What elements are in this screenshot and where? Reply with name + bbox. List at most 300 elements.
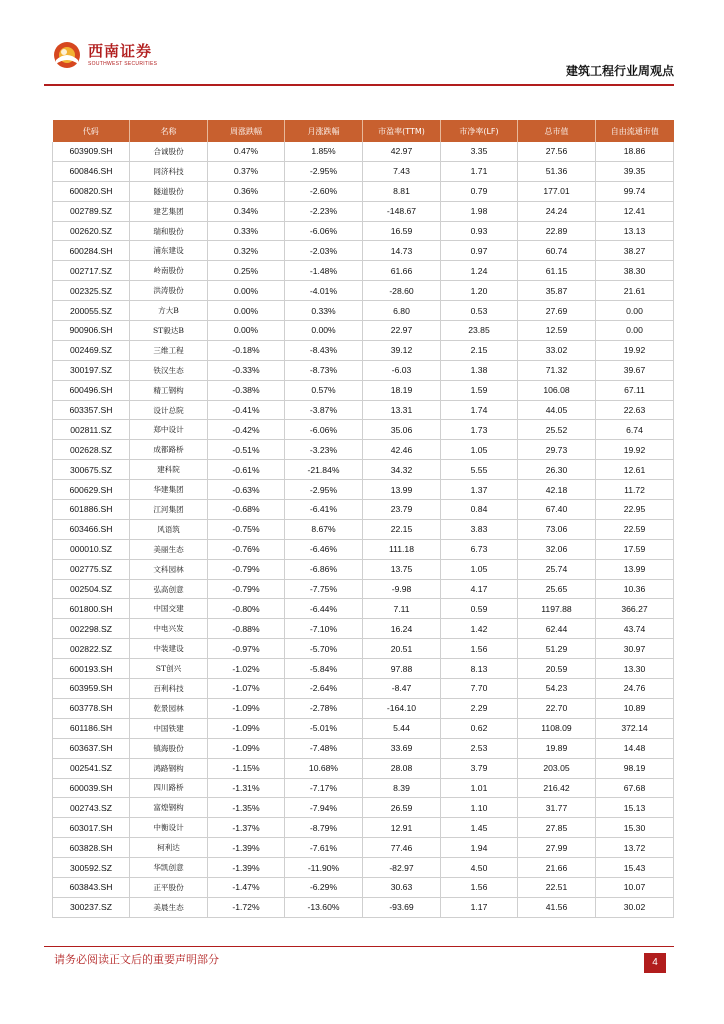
table-row [53,718,674,738]
table-row [53,480,674,500]
cell-total-market-cap: 27.85 [518,818,596,838]
cell-free-float-market-cap: 10.36 [596,579,674,599]
table-row [53,519,674,539]
cell-pb-lf: 4.17 [441,579,518,599]
cell-code: 000010.SZ [53,539,130,559]
cell-pb-lf: 8.13 [441,659,518,679]
cell-monthly-change: -6.41% [285,500,363,520]
cell-free-float-market-cap: 15.43 [596,858,674,878]
cell-pb-lf: 0.79 [441,181,518,201]
cell-pe-ttm: 16.24 [363,619,441,639]
cell-weekly-change: -0.76% [208,539,285,559]
cell-weekly-change: -0.41% [208,400,285,420]
column-header-name: 名称 [130,120,208,142]
cell-pb-lf: 1.05 [441,440,518,460]
table-row [53,679,674,699]
cell-pb-lf: 2.15 [441,340,518,360]
table-row [53,221,674,241]
cell-pb-lf: 0.84 [441,500,518,520]
cell-monthly-change: -2.95% [285,480,363,500]
cell-code: 002541.SZ [53,758,130,778]
cell-name: 乾景园林 [130,698,208,718]
cell-free-float-market-cap: 15.13 [596,798,674,818]
table-row [53,539,674,559]
cell-free-float-market-cap: 0.00 [596,321,674,341]
cell-pe-ttm: 97.88 [363,659,441,679]
table-row [53,420,674,440]
cell-code: 600193.SH [53,659,130,679]
cell-weekly-change: -1.09% [208,698,285,718]
cell-free-float-market-cap: 99.74 [596,181,674,201]
cell-total-market-cap: 29.73 [518,440,596,460]
cell-code: 002789.SZ [53,201,130,221]
cell-pb-lf: 0.97 [441,241,518,261]
cell-code: 603637.SH [53,738,130,758]
cell-name: 风语筑 [130,519,208,539]
cell-weekly-change: -0.61% [208,460,285,480]
cell-pb-lf: 1.56 [441,877,518,897]
cell-monthly-change: -2.78% [285,698,363,718]
cell-free-float-market-cap: 13.99 [596,559,674,579]
cell-monthly-change: -7.61% [285,838,363,858]
cell-code: 601186.SH [53,718,130,738]
cell-pe-ttm: 35.06 [363,420,441,440]
table-row [53,758,674,778]
cell-weekly-change: -1.31% [208,778,285,798]
cell-total-market-cap: 22.89 [518,221,596,241]
table-row [53,738,674,758]
cell-name: 中国铁建 [130,718,208,738]
cell-name: 岭南股份 [130,261,208,281]
cell-code: 603017.SH [53,818,130,838]
brand-logo [52,40,157,70]
cell-code: 002469.SZ [53,340,130,360]
table-row [53,161,674,181]
table-row [53,201,674,221]
cell-pe-ttm: 39.12 [363,340,441,360]
footer-divider [44,946,674,947]
cell-monthly-change: -7.75% [285,579,363,599]
cell-name: 柯利达 [130,838,208,858]
table-row [53,639,674,659]
cell-pb-lf: 1.73 [441,420,518,440]
cell-name: 中电兴发 [130,619,208,639]
cell-name: 文科园林 [130,559,208,579]
cell-name: ST创兴 [130,659,208,679]
cell-name: 华建集团 [130,480,208,500]
cell-name: 精工钢构 [130,380,208,400]
cell-name: 中装建设 [130,639,208,659]
column-header-weekly-change: 周涨跌幅 [208,120,285,142]
cell-code: 300197.SZ [53,360,130,380]
cell-code: 600039.SH [53,778,130,798]
table-row [53,460,674,480]
cell-pb-lf: 0.62 [441,718,518,738]
cell-name: 中衡设计 [130,818,208,838]
cell-pe-ttm: 22.15 [363,519,441,539]
cell-free-float-market-cap: 22.95 [596,500,674,520]
cell-monthly-change: 1.85% [285,142,363,161]
cell-free-float-market-cap: 43.74 [596,619,674,639]
cell-pe-ttm: 61.66 [363,261,441,281]
cell-total-market-cap: 60.74 [518,241,596,261]
cell-monthly-change: -2.23% [285,201,363,221]
cell-pe-ttm: -8.47 [363,679,441,699]
cell-total-market-cap: 61.15 [518,261,596,281]
cell-weekly-change: -0.88% [208,619,285,639]
cell-code: 300592.SZ [53,858,130,878]
cell-weekly-change: -0.97% [208,639,285,659]
column-header-free-float-market-cap: 自由流通市值 [596,120,674,142]
cell-pe-ttm: -82.97 [363,858,441,878]
cell-pe-ttm: -148.67 [363,201,441,221]
cell-total-market-cap: 27.99 [518,838,596,858]
cell-weekly-change: -1.35% [208,798,285,818]
cell-total-market-cap: 22.70 [518,698,596,718]
table-row [53,579,674,599]
cell-name: 鸿路钢构 [130,758,208,778]
cell-total-market-cap: 33.02 [518,340,596,360]
cell-monthly-change: -6.29% [285,877,363,897]
cell-monthly-change: -2.64% [285,679,363,699]
cell-weekly-change: -0.68% [208,500,285,520]
cell-code: 002504.SZ [53,579,130,599]
cell-free-float-market-cap: 17.59 [596,539,674,559]
table-row [53,261,674,281]
cell-monthly-change: -11.90% [285,858,363,878]
cell-monthly-change: -4.01% [285,281,363,301]
cell-pb-lf: 6.73 [441,539,518,559]
cell-name: 成都路桥 [130,440,208,460]
cell-pb-lf: 1.05 [441,559,518,579]
cell-name: 瑞和股份 [130,221,208,241]
page-number: 4 [644,953,666,973]
cell-pe-ttm: 42.97 [363,142,441,161]
cell-weekly-change: -1.02% [208,659,285,679]
cell-pe-ttm: 34.32 [363,460,441,480]
cell-pe-ttm: -28.60 [363,281,441,301]
cell-weekly-change: -0.42% [208,420,285,440]
cell-total-market-cap: 41.56 [518,897,596,917]
cell-name: 建艺集团 [130,201,208,221]
cell-code: 002811.SZ [53,420,130,440]
cell-code: 002298.SZ [53,619,130,639]
cell-name: 镇海股份 [130,738,208,758]
cell-pb-lf: 1.24 [441,261,518,281]
cell-monthly-change: -5.01% [285,718,363,738]
cell-pb-lf: 2.53 [441,738,518,758]
table-row [53,400,674,420]
cell-total-market-cap: 42.18 [518,480,596,500]
table-row [53,818,674,838]
table-row [53,619,674,639]
cell-weekly-change: -1.37% [208,818,285,838]
cell-code: 002775.SZ [53,559,130,579]
cell-weekly-change: -1.39% [208,838,285,858]
cell-pb-lf: 1.56 [441,639,518,659]
cell-weekly-change: -0.33% [208,360,285,380]
cell-code: 002620.SZ [53,221,130,241]
table-row [53,778,674,798]
cell-monthly-change: -7.10% [285,619,363,639]
cell-weekly-change: 0.00% [208,281,285,301]
cell-pe-ttm: 7.43 [363,161,441,181]
cell-pe-ttm: -164.10 [363,698,441,718]
cell-weekly-change: -0.75% [208,519,285,539]
table-row [53,360,674,380]
cell-total-market-cap: 51.29 [518,639,596,659]
cell-total-market-cap: 27.56 [518,142,596,161]
cell-name: 同济科技 [130,161,208,181]
table-row [53,142,674,161]
cell-pb-lf: 1.17 [441,897,518,917]
cell-code: 601800.SH [53,599,130,619]
cell-total-market-cap: 35.87 [518,281,596,301]
cell-total-market-cap: 20.59 [518,659,596,679]
cell-weekly-change: 0.34% [208,201,285,221]
cell-pb-lf: 1.71 [441,161,518,181]
cell-weekly-change: 0.00% [208,301,285,321]
cell-weekly-change: -1.39% [208,858,285,878]
table-row [53,241,674,261]
cell-free-float-market-cap: 67.68 [596,778,674,798]
disclaimer-note: 请务必阅读正文后的重要声明部分 [54,953,219,966]
cell-monthly-change: -7.94% [285,798,363,818]
cell-monthly-change: 0.33% [285,301,363,321]
cell-pb-lf: 1.94 [441,838,518,858]
cell-pb-lf: 2.29 [441,698,518,718]
cell-pe-ttm: 7.11 [363,599,441,619]
cell-name: 四川路桥 [130,778,208,798]
cell-code: 200055.SZ [53,301,130,321]
cell-free-float-market-cap: 12.61 [596,460,674,480]
cell-total-market-cap: 21.66 [518,858,596,878]
cell-weekly-change: 0.25% [208,261,285,281]
cell-total-market-cap: 44.05 [518,400,596,420]
table-row [53,559,674,579]
table-row [53,858,674,878]
cell-total-market-cap: 25.74 [518,559,596,579]
table-row [53,877,674,897]
cell-pb-lf: 0.59 [441,599,518,619]
cell-total-market-cap: 22.51 [518,877,596,897]
cell-name: 合诚股份 [130,142,208,161]
cell-weekly-change: -1.47% [208,877,285,897]
cell-name: 美丽生态 [130,539,208,559]
cell-pe-ttm: 28.08 [363,758,441,778]
cell-code: 002628.SZ [53,440,130,460]
cell-code: 300675.SZ [53,460,130,480]
cell-free-float-market-cap: 13.30 [596,659,674,679]
cell-free-float-market-cap: 30.02 [596,897,674,917]
cell-total-market-cap: 71.32 [518,360,596,380]
column-header-total-market-cap: 总市值 [518,120,596,142]
cell-total-market-cap: 216.42 [518,778,596,798]
cell-code: 002717.SZ [53,261,130,281]
cell-pb-lf: 1.10 [441,798,518,818]
cell-monthly-change: -6.44% [285,599,363,619]
cell-monthly-change: -8.73% [285,360,363,380]
document-title: 建筑工程行业周观点 [565,64,674,78]
cell-free-float-market-cap: 38.27 [596,241,674,261]
cell-weekly-change: -0.63% [208,480,285,500]
table-row [53,698,674,718]
table-row [53,340,674,360]
cell-pb-lf: 1.37 [441,480,518,500]
cell-weekly-change: 0.32% [208,241,285,261]
cell-code: 603357.SH [53,400,130,420]
cell-free-float-market-cap: 24.76 [596,679,674,699]
cell-code: 600846.SH [53,161,130,181]
cell-pb-lf: 4.50 [441,858,518,878]
cell-name: 郑中设计 [130,420,208,440]
cell-pb-lf: 5.55 [441,460,518,480]
cell-total-market-cap: 73.06 [518,519,596,539]
cell-monthly-change: 0.57% [285,380,363,400]
cell-code: 002325.SZ [53,281,130,301]
cell-monthly-change: -3.23% [285,440,363,460]
cell-free-float-market-cap: 15.30 [596,818,674,838]
cell-monthly-change: -2.03% [285,241,363,261]
cell-weekly-change: -0.38% [208,380,285,400]
cell-pe-ttm: 12.91 [363,818,441,838]
cell-free-float-market-cap: 10.89 [596,698,674,718]
cell-free-float-market-cap: 19.92 [596,340,674,360]
cell-pe-ttm: 20.51 [363,639,441,659]
cell-pb-lf: 1.59 [441,380,518,400]
southwest-securities-logo-icon [52,40,82,70]
cell-pe-ttm: 33.69 [363,738,441,758]
table-row [53,301,674,321]
table-body [53,142,674,917]
cell-free-float-market-cap: 21.61 [596,281,674,301]
cell-monthly-change: -7.17% [285,778,363,798]
cell-monthly-change: -6.06% [285,420,363,440]
cell-weekly-change: -0.18% [208,340,285,360]
cell-pe-ttm: 18.19 [363,380,441,400]
cell-code: 600496.SH [53,380,130,400]
cell-free-float-market-cap: 372.14 [596,718,674,738]
cell-free-float-market-cap: 22.59 [596,519,674,539]
cell-monthly-change: -2.95% [285,161,363,181]
cell-weekly-change: -0.51% [208,440,285,460]
cell-total-market-cap: 31.77 [518,798,596,818]
table-row [53,321,674,341]
cell-total-market-cap: 25.65 [518,579,596,599]
logo-chinese-name: 西南证券 [88,41,153,60]
cell-monthly-change: -21.84% [285,460,363,480]
table-row [53,380,674,400]
cell-pe-ttm: 8.39 [363,778,441,798]
cell-monthly-change: -13.60% [285,897,363,917]
cell-pb-lf: 1.42 [441,619,518,639]
cell-monthly-change: -7.48% [285,738,363,758]
cell-free-float-market-cap: 67.11 [596,380,674,400]
cell-pe-ttm: -6.03 [363,360,441,380]
table-row [53,897,674,917]
cell-total-market-cap: 27.69 [518,301,596,321]
cell-code: 002822.SZ [53,639,130,659]
table-row [53,440,674,460]
cell-weekly-change: 0.36% [208,181,285,201]
cell-free-float-market-cap: 0.00 [596,301,674,321]
cell-name: 江河集团 [130,500,208,520]
column-header-pb-lf: 市净率(LF) [441,120,518,142]
cell-pb-lf: 0.53 [441,301,518,321]
cell-total-market-cap: 19.89 [518,738,596,758]
cell-pb-lf: 3.35 [441,142,518,161]
cell-weekly-change: -1.07% [208,679,285,699]
cell-free-float-market-cap: 13.72 [596,838,674,858]
table-row [53,838,674,858]
cell-name: 正平股份 [130,877,208,897]
cell-weekly-change: 0.47% [208,142,285,161]
table-row [53,500,674,520]
cell-pe-ttm: -93.69 [363,897,441,917]
cell-total-market-cap: 203.05 [518,758,596,778]
cell-pb-lf: 1.01 [441,778,518,798]
cell-name: 美晨生态 [130,897,208,917]
cell-free-float-market-cap: 22.63 [596,400,674,420]
cell-free-float-market-cap: 30.97 [596,639,674,659]
cell-pe-ttm: 6.80 [363,301,441,321]
cell-pe-ttm: 30.63 [363,877,441,897]
column-header-code: 代码 [53,120,130,142]
cell-weekly-change: -0.79% [208,579,285,599]
cell-monthly-change: -5.84% [285,659,363,679]
cell-free-float-market-cap: 6.74 [596,420,674,440]
cell-pe-ttm: 23.79 [363,500,441,520]
cell-free-float-market-cap: 10.07 [596,877,674,897]
cell-monthly-change: -6.86% [285,559,363,579]
cell-free-float-market-cap: 19.92 [596,440,674,460]
cell-total-market-cap: 1197.88 [518,599,596,619]
header-divider [44,84,674,86]
cell-pb-lf: 3.83 [441,519,518,539]
cell-free-float-market-cap: 98.19 [596,758,674,778]
cell-total-market-cap: 177.01 [518,181,596,201]
cell-monthly-change: -2.60% [285,181,363,201]
cell-monthly-change: -8.79% [285,818,363,838]
cell-name: 三维工程 [130,340,208,360]
cell-total-market-cap: 24.24 [518,201,596,221]
cell-name: 铁汉生态 [130,360,208,380]
cell-free-float-market-cap: 39.67 [596,360,674,380]
cell-monthly-change: 0.00% [285,321,363,341]
cell-pb-lf: 23.85 [441,321,518,341]
cell-name: ST毅达B [130,321,208,341]
cell-code: 603466.SH [53,519,130,539]
cell-name: 方大B [130,301,208,321]
cell-total-market-cap: 54.23 [518,679,596,699]
cell-pe-ttm: 16.59 [363,221,441,241]
cell-pe-ttm: 111.18 [363,539,441,559]
cell-pb-lf: 1.20 [441,281,518,301]
cell-pe-ttm: 5.44 [363,718,441,738]
cell-pe-ttm: 14.73 [363,241,441,261]
cell-pe-ttm: 13.99 [363,480,441,500]
cell-name: 富煌钢构 [130,798,208,818]
cell-monthly-change: -8.43% [285,340,363,360]
cell-pe-ttm: 8.81 [363,181,441,201]
cell-monthly-change: -1.48% [285,261,363,281]
cell-pe-ttm: 22.97 [363,321,441,341]
cell-pb-lf: 1.45 [441,818,518,838]
cell-total-market-cap: 32.06 [518,539,596,559]
cell-code: 603828.SH [53,838,130,858]
cell-pe-ttm: 77.46 [363,838,441,858]
cell-total-market-cap: 62.44 [518,619,596,639]
